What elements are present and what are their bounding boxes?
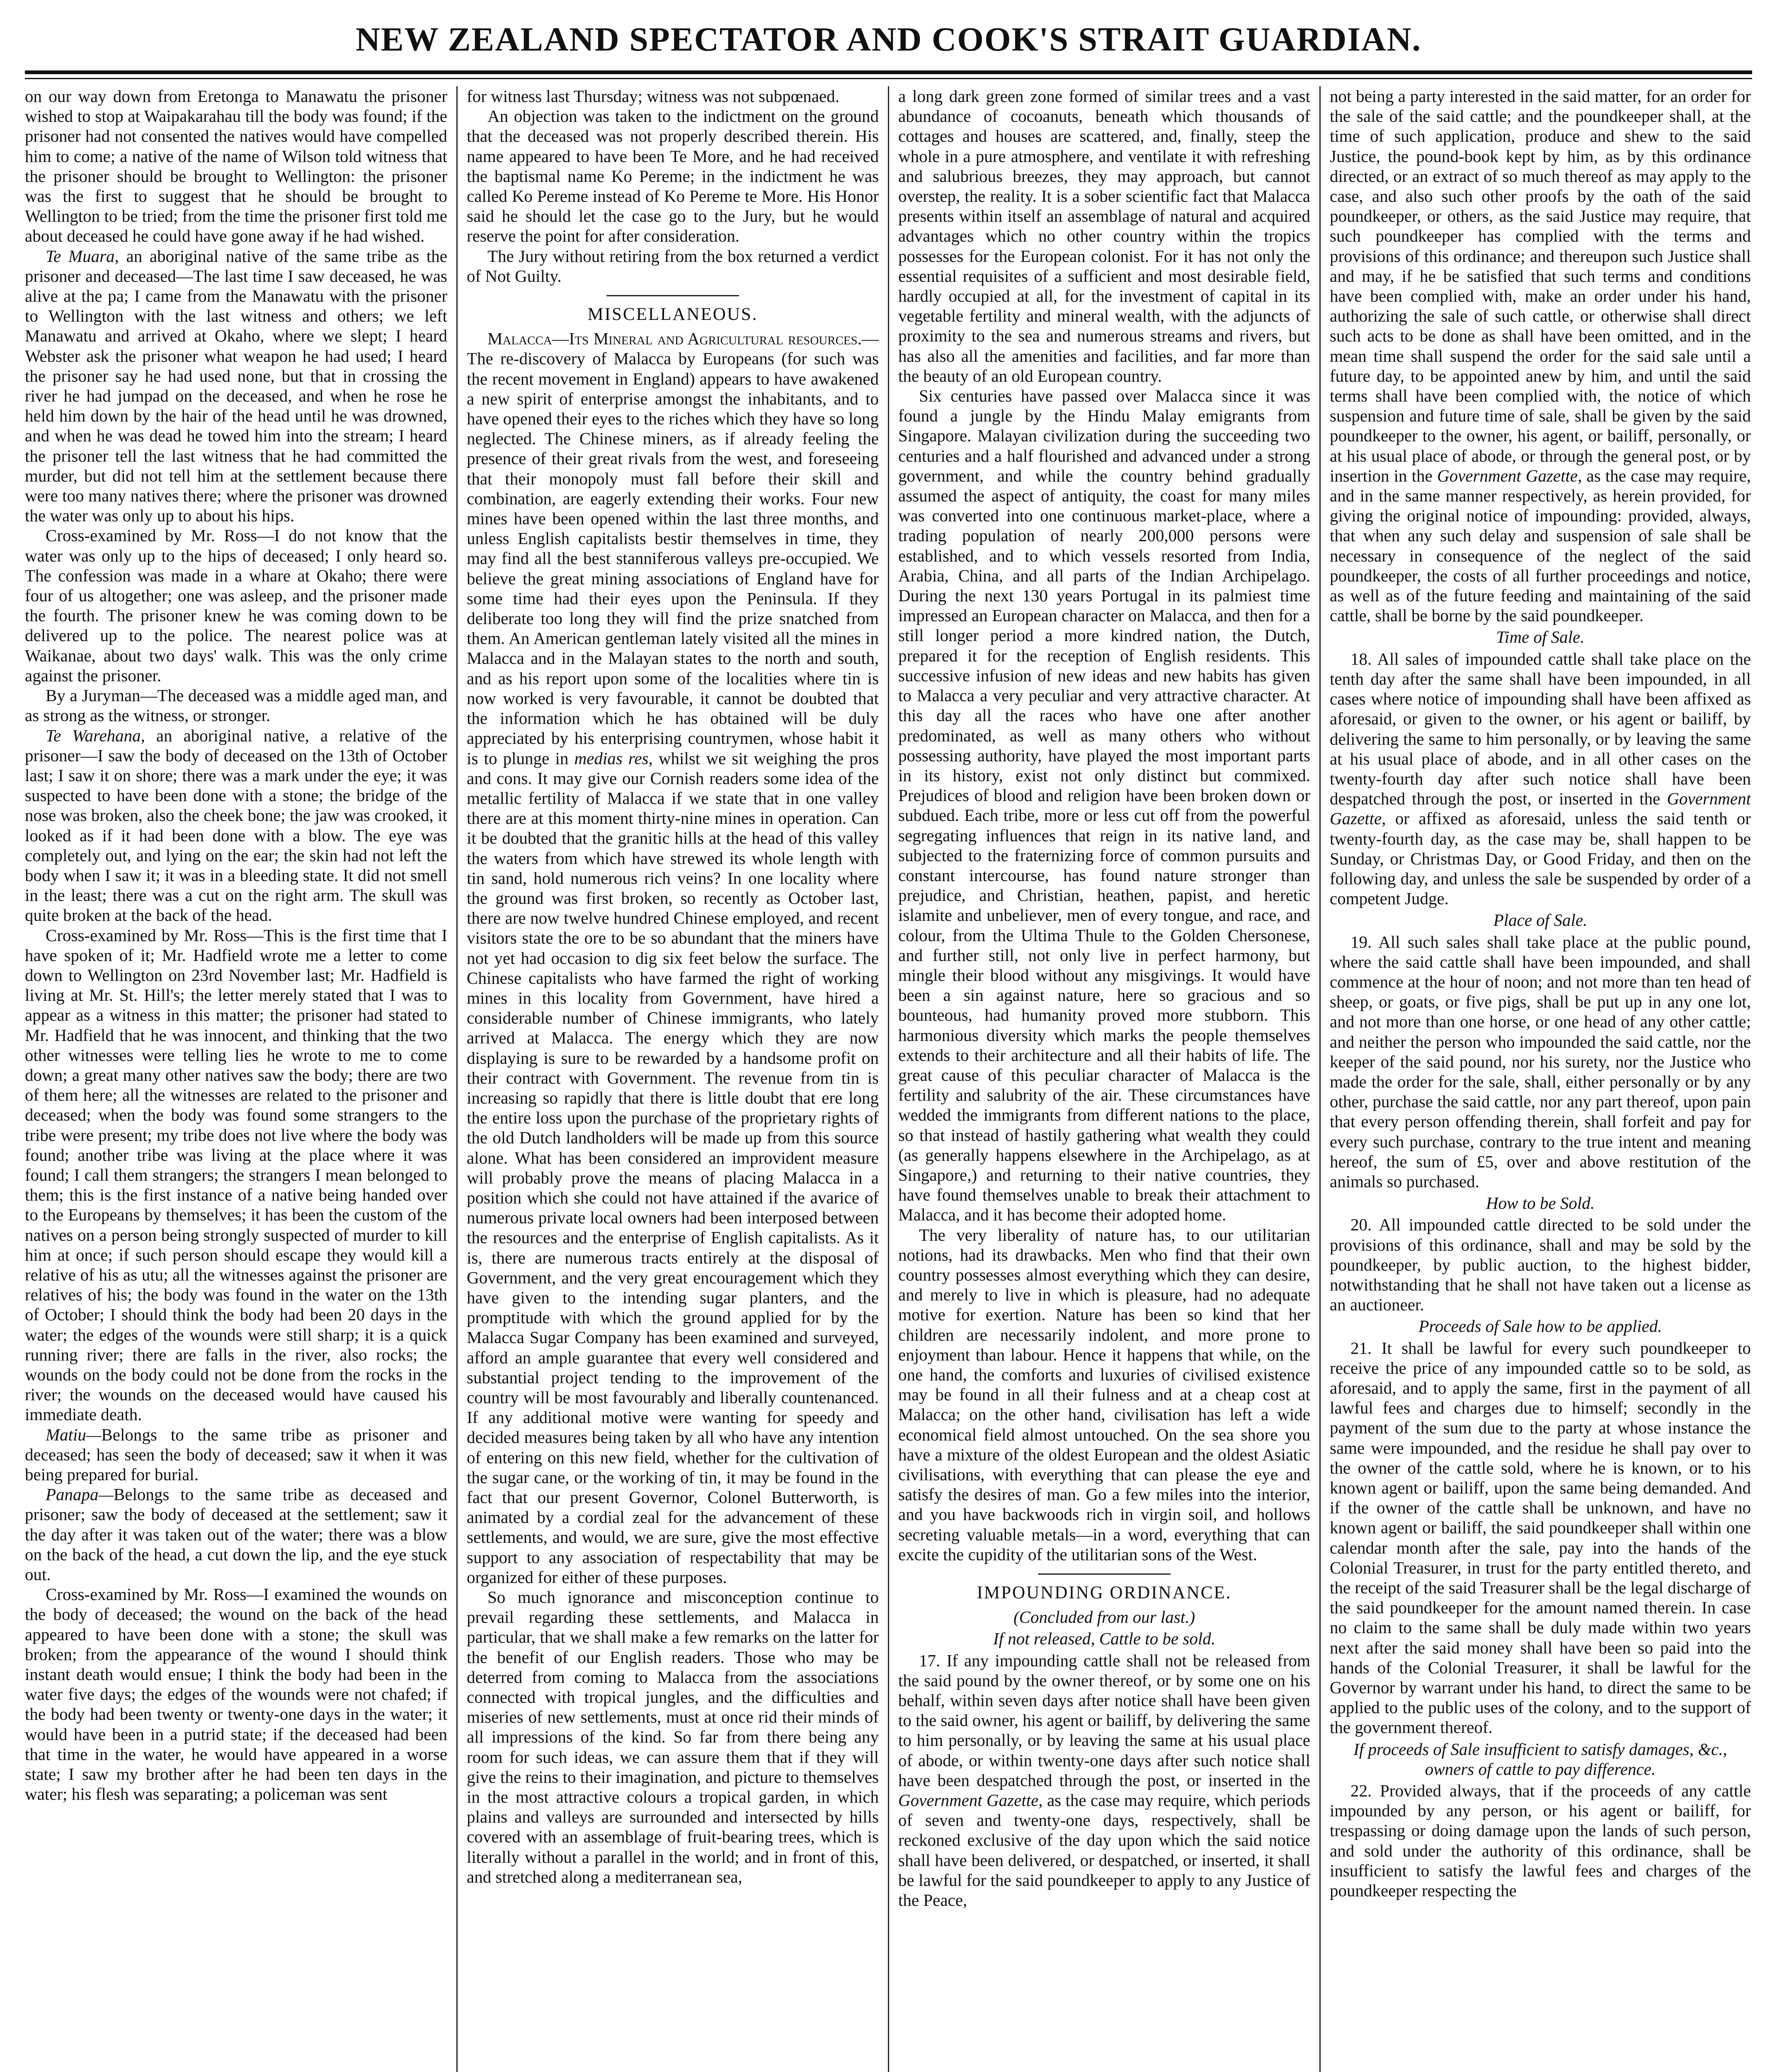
ordinance-clause: 21. It shall be lawful for every such poundkeeper to receive the price of any impounded cattle so to be sold, as aforesaid, and to apply the same, first in the payment of all lawful fees and charges due to himself; secondly in the payment of the sum due to the party at whose instance the same were impounded, and the residue he shall pay over to the owner of the cattle sold, where he is known, or to his known agent or bailiff, upon the same being demanded. And if the owner of the cattle shall be unknown, and have no known agent or bailiff, the said poundkeeper shall within one calendar month after the sale, pay into the hands of the Colonial Treasurer, in trust for the party entitled thereto, and the receipt of the said Treasurer shall be the legal discharge of the said poundkeeper for the amount named therein. In case no claim to the same shall be duly made within two years next after the said money shall have been so paid into the hands of the Colonial Treasurer, it shall be lawful for the Governor by warrant under his hand, to direct the same to be applied to the public uses of the colony, and to the support of the government thereof. (1330, 1338, 1751, 1737)
section-heading-miscellaneous: MISCELLANEOUS. (587, 305, 758, 324)
cross-exam-paragraph: Cross-examined by Mr. Ross—This is the first time that I have spoken of it; Mr. Hadfield wrote me a letter to come down to Wellington on 23rd November last; Mr. Hadfield is living at Mr. St. Hill's; the letter merely stated that I was to appear as a witness in this matter; the prisoner had stated to Mr. Hadfield that he was innocent, and thinking that the two other witnesses were telling lies he wrote to me to come down; a great many other natives saw the body; there are two of them here; all the witnesses are related to the prisoner and deceased; when the body was found some strangers to the tribe were present; my tribe does not live where the body was found; another tribe was living at the place where it was found; I call them strangers; the strangers I mean belonged to them; this is the first instance of a native being handed over to the Europeans by themselves; it has been the custom of the natives on a person being strongly suspected of murder to kill him at once; if such person should escape they would kill a relative of his as utu; all the witnesses against the prisoner are relatives of his; the body was found in the water on the 13th of October; I should think the body had been 20 days in the water; the edges of the wounds were still sharp; it is a quick running river; there are falls in the river, also rocks; the wounds on the body could not be done from the rocks in the river; the wounds on the deceased would have caused his immediate death. (25, 925, 447, 1424)
ordinance-clause: not being a party interested in the said matter, for an order for the sale of the said cattle; and the poundkeeper shall, at the time of such application, produce and shew to the said Justice, the pound-book kept by him, as by this ordinance directed, or an extract of so much thereof as may apply to the case, and also such other proofs by the oath of the said poundkeeper, or others, as the said Justice may require, that such poundkeeper has complied with the terms and provisions of this ordinance; and thereupon such Justice shall and may, if he be satisfied that such terms and conditions have been complied with, make an order under his hand, authorizing the sale of such cattle, or otherwise shall direct such acts to be done as shall have been omitted, and in the mean time shall suspend the order for the said sale until a future day, to be appointed anew by him, and until the said terms shall have been complied with, the notice of which suspension and future time of sale, shall be given by the said poundkeeper to the owner, his agent, or bailiff, personally, or at his usual place of abode, or through the general post, or by insertion in the Government Gazette, as the case may require, and in the same manner respectively, as herein provided, for giving the original notice of impounding: provided, always, that when any such delay and suspension of sale shall be necessary in consequence of the neglect of the said poundkeeper, the costs of all further proceedings and notice, as well as of the future feeding and maintaining of the said cattle, shall be borne by the said poundkeeper. (1330, 87, 1751, 625)
ordinance-clause: 19. All such sales shall take place at the public pound, where the said cattle shall have been impounded, and shall commence at the hour of noon; and not more than ten head of sheep, or goats, or five pigs, shall be put up in any one lot, and not more than one horse, or one head of any other cattle; and neither the person who impounded the said cattle, nor the keeper of the said pound, nor his surety, nor the Justice who made the order for the sale, shall, either personally or by any other, purchase the said cattle, nor any part thereof, upon pain that every person offending therein, shall forfeit and pay for every such purchase, contrary to the true intent and meaning hereof, the sum of £5, over and above restitution of the animals so purchased. (1330, 932, 1751, 1191)
article-paragraph: Malacca—Its Mineral and Agricultural resources.—The re-discovery of Malacca by Europeans (for such was the recent movement in England) appears to have awakened a new spirit of enterprise amongst the inhabitants, and to have opened their eyes to the riches which they have so long neglected. The Chinese miners, as if already feeling the presence of their great rivals from the west, and foreseeing that their monopoly must fall before their skill and combination, are eagerly extending their works. Four new mines have been opened within the last three months, and unless English capitalists bestir themselves in time, they may find all the best stanniferous valleys pre-occupied. We believe the great mining associations of England have for some time had their eyes upon the Peninsula. If they deliberate too long they will find the prize snatched from them. An American gentleman lately visited all the mines in Malacca and in the Malayan states to the north and south, and as his report upon some of the localities where tin is now worked is very favourable, it cannot be doubted that the information which he has obtained will be duly appreciated by his enterprising countrymen, whose habit it is to plunge in medias res, whilst we sit weighing the pros and cons. It may give our Cornish readers some idea of the metallic fertility of Malacca if we state that in one valley there are at this moment thirty-nine mines in operation. Can it be doubted that the granitic hills at the head of this valley the waters from which have strewed its whole length with tin sand, hold numerous rich veins? In one locality where the ground was first broken, so recently as October last, there are now twelve hundred Chinese employed, and recent visitors state the ore to be so abundant that the miners have not yet had occasion to dig six feet below the surface. The Chinese capitalists who have farmed the right of working mines in this locality from Government, have hired a considerable number of Chinese immigrants, who lately arrived at Malacca. The energy which they are now displaying is sure to be rewarded by a handsome profit on their contract with Government. The revenue from tin is increasing so rapidly that there is little doubt that ere long the entire loss upon the purchase of the proprietary rights of the old Dutch landholders will be made up from this source alone. What has been considered an improvident measure will probably prove the means of placing Malacca in a position which she could not have attained if the avarice of numerous private local owners had been interposed between the resources and the enterprise of English capitalists. As it is, there are numerous tracts entirely at the disposal of Government, and the very great encouragement which they have given to the intending sugar planters, and the promptitude with which the ground applied for by the Malacca Sugar Company has been examined and surveyed, afford an ample guarantee that every well considered and substantial project tending to the improvement of the country will be most favourably and liberally countenanced. If any additional motive were wanting for speedy and decided measures being taken by all who have any intention of entering on this new field, whether for the cultivation of the sugar cane, or the working of tin, it may be found in the fact that our present Governor, Colonel Butterworth, is animated by a cordial zeal for the advancement of these settlements, and would, we are sure, give the most effective support to any association of respectability that may be organized for either of these purposes. (467, 329, 879, 1587)
subheading: How to be Sold. (1486, 1193, 1595, 1213)
column-4 (1319, 86, 1751, 2072)
masthead-title: NEW ZEALAND SPECTATOR AND COOK'S STRAIT GUARDIAN. (355, 20, 1422, 58)
subheading: Place of Sale. (1493, 910, 1588, 930)
witness-name: Te Muara, (46, 246, 119, 266)
article-lead: Malacca—Its Mineral and Agricultural resources. (487, 329, 862, 349)
witness-paragraph: Te Warehana, an aboriginal native, a relative of the prisoner—I saw the body of deceased on the 13th of October last; I saw it on shore; there was a mark under the eye; it was suspected to have been done with a stone; the bridge of the nose was broken, also the cheek bone; the jaw was crooked, it looked as if it had been done with a blow. The eye was completely out, and lying on the ear; the skin had not left the body when I saw it; it was in a bleeding state. It did not smell in the least; there was a cut on the right arm. The skull was quite broken at the back of the head. (25, 726, 448, 925)
subheading: If proceeds of Sale insufficient to satisfy damages, &c., owners of cattle to pay difference. (1353, 1739, 1727, 1779)
trial-testimony-paragraph: on our way down from Eretonga to Manawatu the prisoner wished to stop at Waipakarahau till the body was found; if the prisoner had not consented the natives would have compelled him to come; a native of the name of Wilson told witness that the prisoner should be brought to Wellington: the prisoner was the first to suggest that he should be brought to Wellington to be tried; from the time the prisoner first told me about deceased he could have gone away if he had wished. (25, 87, 447, 246)
cross-exam-paragraph: Cross-examined by Mr. Ross—I do not know that the water was only up to the hips of deceased; I only heard so. The confession was made in a whare at Okaho; there were four of us altogether; one was asleep, and the prisoner made the fourth. The prisoner knew he was coming down to be delivered up to the police. The nearest police was at Waikanae, about two days' walk. This was the only crime against the prisoner. (25, 526, 447, 685)
article-paragraph: Six centuries have passed over Malacca since it was found a jungle by the Hindu Malay emigrants from Singapore. Malayan civilization during the succeeding two centuries and a half flourished and advanced under a strong government, and while the country behind gradually assumed the aspect of antiquity, the coast for many miles was converted into one continuous market-place, where a trading population of nearly 200,000 persons were established, and to which vessels resorted from India, Arabia, China, and all parts of the Indian Archipelago. During the next 130 years Portugal in its palmiest time impressed an European character on Malacca, and then for a still longer period a more kindred nation, the Dutch, prepared it for the reception of English residents. This successive infusion of new ideas and new habits has given to Malacca a very peculiar and very attractive character. At this day all the races who have one after another predominated, as well as many others who without possessing authority, have played the most important parts in its history, exist not only distinct but commixed. Prejudices of blood and religion have been broken down or subdued. Each tribe, more or less cut off from the powerful segregating influences that reign in its native land, and subjected to the fraternizing force of common pursuits and constant intercourse, has found nature stronger than prejudice, and Christian, heathen, papist, and heretic islamite and unbeliever, men of every tongue, and race, and colour, from the Ultima Thule to the Golden Chersonese, and further still, not only live in perfect harmony, but mingle their blood without any misgivings. It would have been a sin against nature, here so gracious and so bounteous, had humanity proved more stubborn. This harmonious diversity which marks the people themselves extends to their architecture and all their habits of life. The great cause of this peculiar character of Malacca is the fertility and salubrity of the air. These circumstances have wedded the immigrants from different nations to the place, so that instead of hastily gathering what wealth they could (as generally happens elsewhere in the Archipelago, as at Singapore,) and returning to their native countries, they have found themselves unable to break their attachment to Malacca, and it has become their adopted home. (898, 386, 1310, 1225)
juryman-paragraph: By a Juryman—The deceased was a middle aged man, and as strong as the witness, or stronger. (25, 686, 447, 725)
columns (25, 86, 1752, 2072)
witness-name: Te Warehana, (46, 726, 145, 745)
article-paragraph: So much ignorance and misconception continue to prevail regarding these settlements, and Malacca in particular, that we shall make a few remarks on the latter for the benefit of our English readers. Those who may be deterred from coming to Malacca from the associations connected with tropical jungles, and the difficulties and miseries of new settlements, must at once rid their minds of all impressions of the kind. So far from there being any room for such ideas, we can assure them that if they will give the reins to their imagination, and picture to themselves in the most attractive colours a tropical garden, in which plains and valleys are surrounded and intersected by hills covered with an assemblage of fruit-bearing trees, which is literally without a parallel in the world; and in front of this, and stretched along a mediterranean sea, (467, 1588, 879, 1886)
witness-paragraph: Te Muara, an aboriginal native of the same tribe as the prisoner and deceased—The last time I saw deceased, he was alive at the pa; I came from the Manawatu with the prisoner to Wellington with the last witness and others; we left Manawatu and arrived at Okaho, where we slept; I heard Webster ask the prisoner what weapon he had used; I heard the prisoner say he had used none, but that in crossing the river he had jumpad on the deceased, and when he rose he held him down by the hair of the head until he was drowned, and when he was dead he towed him into the stream; I heard the prisoner tell the last witness that he had committed the murder, but did not tell him at the settlement because there were too many natives there; where the prisoner was drowned the water was only up to about his hips. (25, 246, 447, 525)
subheading: Time of Sale. (1496, 627, 1585, 647)
cross-exam-paragraph: Cross-examined by Mr. Ross—I examined the wounds on the body of deceased; the wound on the back of the head appeared to have been done with a stone; the skull was broken; from the appearance of the wound I should think instant death would ensue; I think the body had been in the water five days; the edges of the wounds were not chafed; if the body had been twenty or twenty-one days in the water; it would have been in a putrid state; if the deceased had been that time in the water, he would have appeared in a worse state; I saw my brother after he had been ten days in the water; his flesh was separating; a policeman was sent (25, 1585, 447, 1804)
article-paragraph: a long dark green zone formed of similar trees and a vast abundance of cocoanuts, beneath which thousands of cottages and houses are scattered, and, finally, steep the whole in a pure atmosphere, and ventilate it with refreshing and salubrious breezes, they may approach, but cannot overstep, the reality. It is a sober scientific fact that Malacca presents within itself an assemblage of natural and acquired advantages which no other country within the tropics possesses for the European colonist. For it has not only the essential requisites of a sufficient and most desirable field, hardly occupied at all, for the investment of capital in its vegetable fertility and mineral wealth, with the adjuncts of proximity to the sea and numerous streams and rivers, but has also all the amenities and facilities, and far more than the beauty of an old European country. (898, 87, 1310, 385)
column-2 (456, 86, 888, 2072)
ordinance-clause: 22. Provided always, that if the proceeds of any cattle impounded by any person, or his agent or bailiff, for trespassing or doing damage upon the lands of such person, and sold under the authority of this ordinance, shall be insufficient to satisfy the lawful fees and charges of the poundkeeper respecting the (1330, 1781, 1751, 1900)
witness-paragraph: Matiu—Belongs to the same tribe as prisoner and deceased; has seen the body of deceased; saw it when it was being prepared for burial. (25, 1425, 447, 1484)
witness-name: Panapa— (46, 1485, 114, 1504)
ordinance-clause: 18. All sales of impounded cattle shall take place on the tenth day after the same shall have been impounded, in all cases where notice of impounding shall have been affixed as aforesaid, or given to the owner, or his agent or bailiff, by delivering the same to him personally, or by leaving the same at his usual place of abode, and in all other cases on the twenty-fourth day after such notice shall have been despatched through the post, or inserted in the Government Gazette, or affixed as aforesaid, unless the said tenth or twenty-fourth day, as the case may be, shall happen to be Sunday, or Christmas Day, or Good Friday, and then on the following day, and unless the sale be suspended by order of a competent Judge. (1330, 649, 1751, 908)
newspaper-page (25, 17, 1752, 2072)
article-paragraph: The very liberality of nature has, to our utilitarian notions, had its drawbacks. Men who find that their own country possesses almost everything which they can desire, and merely to live in which is pleasure, had no adequate motive for exertion. Nature has been so kind that her children are necessarily indolent, and more prone to enjoyment than labour. Hence it happens that while, on the one hand, the comforts and luxuries of civilised existence may be found in all their fulness and at a cheap cost at Malacca; on the other hand, civilisation has left a wide economical field almost untouched. On the sea shore you have a mixture of the oldest European and the oldest Asiatic civilisations, with everything that can please the eye and satisfy the desires of man. Go a few miles into the interior, and you have backwoods rich in virgin soil, and hollows secreting valuable metals—in a word, everything that can excite the cupidity of the utilitarian sons of the West. (898, 1225, 1310, 1564)
subheading: Proceeds of Sale how to be applied. (1418, 1317, 1662, 1336)
ordinance-clause: 17. If any impounding cattle shall not be released from the said pound by the owner thereof, or by some one on his behalf, within seven days after notice shall have been given to the said owner, his agent or bailiff, by delivering the same to him personally, or by leaving the same at his usual place of abode, or within twenty-one days after such notice shall have been despatched through the post, or inserted in the Government Gazette, as the case may require, which periods of seven and twenty-one days, respectively, shall be reckoned exclusive of the day upon which the said notice shall have been delivered, or despatched, or inserted, it shall be lawful for the said poundkeeper to apply to any Justice of the Peace, (898, 1651, 1311, 1910)
section-divider (606, 295, 739, 296)
column-3 (888, 86, 1319, 2072)
trial-paragraph: An objection was taken to the indictment on the ground that the deceased was not properly described therein. His name appeared to have been Te More, and he had received the baptismal name Ko Pereme; in the indictment he was called Ko Pereme instead of Ko Pereme te More. His Honor said he should let the case go to the Jury, but he would reserve the point for after consideration. (467, 107, 879, 246)
column-1 (25, 86, 456, 2072)
subheading: If not released, Cattle to be sold. (993, 1629, 1215, 1648)
masthead-rule-thick (25, 70, 1752, 74)
masthead-rule-thin (25, 78, 1752, 79)
section-divider (1038, 1573, 1171, 1575)
section-heading-impounding: IMPOUNDING ORDINANCE. (977, 1583, 1232, 1603)
trial-paragraph: for witness last Thursday; witness was not subpœnaed. (467, 87, 839, 106)
concluded-note: (Concluded from our last.) (1013, 1607, 1195, 1627)
witness-name: Matiu— (46, 1425, 102, 1444)
verdict-paragraph: The Jury without retiring from the box returned a verdict of Not Guilty. (467, 246, 879, 286)
ordinance-clause: 20. All impounded cattle directed to be sold under the provisions of this ordinance, shall and may be sold by the poundkeeper, by public auction, to the highest bidder, notwithstanding that he shall not have taken out a license as an auctioneer. (1330, 1215, 1751, 1314)
witness-paragraph: Panapa—Belongs to the same tribe as deceased and prisoner; saw the body of deceased at the settlement; saw it the day after it was taken out of the water; there was a blow on the back of the head, a cut down the lip, and the eye stuck out. (25, 1485, 447, 1584)
